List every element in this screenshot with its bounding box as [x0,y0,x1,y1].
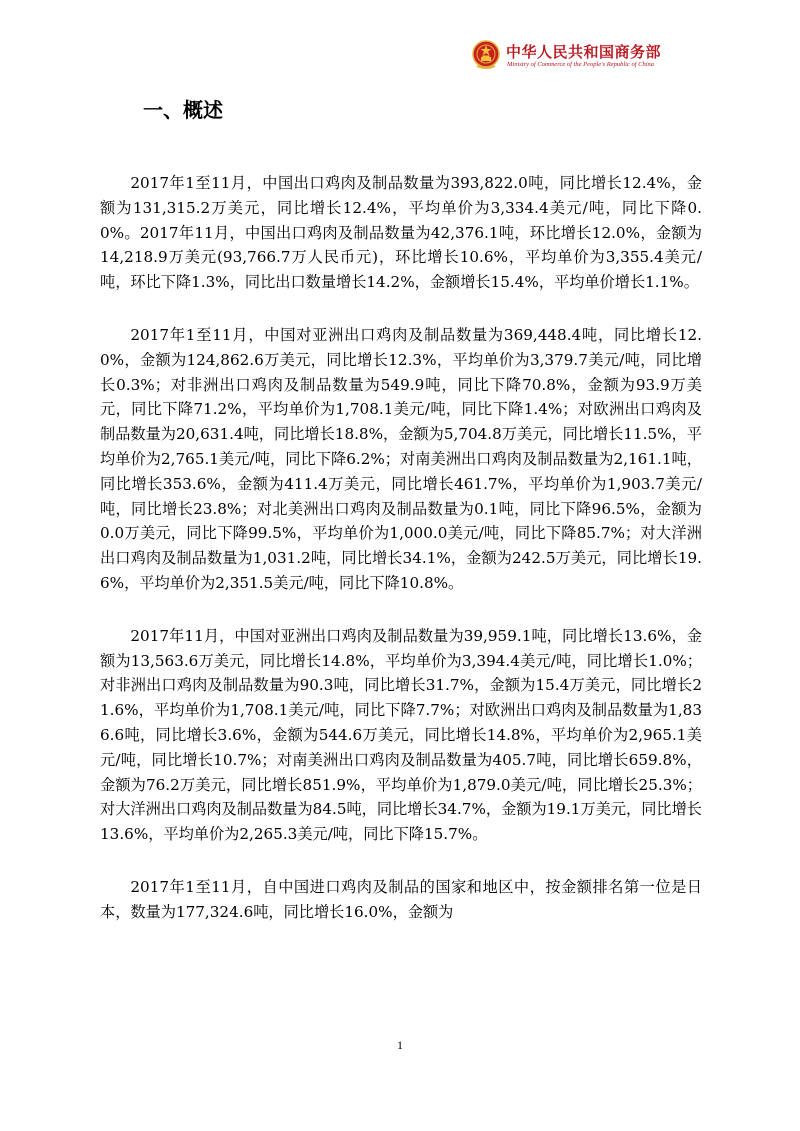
ministry-header [472,38,712,78]
paragraph-regional-ytd: 2017年1至11月，中国对亚洲出口鸡肉及制品数量为369,448.4吨，同比增长12.0%，金额为124,862.6万美元，同比增长12.3%，平均单价为3,379.7美元/吨，同比增长0.3%；对非洲出口鸡肉及制品数量为549.9吨，同比下降70.8%，金额为93.9万美元，同比下降71.2%，平均单价为1,708.1美元/吨，同比下降1.4%；对欧洲出口鸡肉及制品数量为20,631.4吨，同比增长18.8%，金额为5,704.8万美元，同比增长11.5%，平均单价为2,765.1美元/吨，同比下降6.2%；对南美洲出口鸡肉及制品数量为2,161.1吨，同比增长353.6%，金额为411.4万美元，同比增长461.7%，平均单价为1,903.7美元/吨，同比增长23.8%；对北美洲出口鸡肉及制品数量为0.1吨，同比下降96.5%，金额为0.0万美元，同比下降99.5%，平均单价为1,000.0美元/吨，同比下降85.7%；对大洋洲出口鸡肉及制品数量为1,031.2吨，同比增长34.1%，金额为242.5万美元，同比增长19.6%，平均单价为2,351.5美元/吨，同比下降10.8%。 [100,325,702,592]
document-body [100,171,702,953]
paragraph-importing-countries: 2017年1至11月，自中国进口鸡肉及制品的国家和地区中，按金额排名第一位是日本，数量为177,324.6吨，同比增长16.0%，金额为 [100,877,702,921]
national-emblem-icon [472,40,500,70]
page-number: 1 [397,1038,403,1052]
paragraph-regional-november: 2017年11月，中国对亚洲出口鸡肉及制品数量为39,959.1吨，同比增长13.6%，金额为13,563.6万美元，同比增长14.8%，平均单价为3,394.4美元/吨，同比增长1.0%；对非洲出口鸡肉及制品数量为90.3吨，同比增长31.7%，金额为15.4万美元，同比增长21.6%，平均单价为1,708.1美元/吨，同比下降7.7%；对欧洲出口鸡肉及制品数量为1,836.6吨，同比增长3.6%，金额为544.6万美元，同比增长14.8%，平均单价为2,965.1美元/吨，同比增长10.7%；对南美洲出口鸡肉及制品数量为405.7吨，同比增长659.8%，金额为76.2万美元，同比增长851.9%，平均单价为1,879.0美元/吨，同比增长25.3%；对大洋洲出口鸡肉及制品数量为84.5吨，同比增长34.7%，金额为19.1万美元，同比增长13.6%，平均单价为2,265.3美元/吨，同比下降15.7%。 [100,626,702,844]
section-title: 一、概述 [143,98,223,122]
paragraph-overview: 2017年1至11月，中国出口鸡肉及制品数量为393,822.0吨，同比增长12.4%，金额为131,315.2万美元，同比增长12.4%，平均单价为3,334.4美元/吨，同比下降0.0%。2017年11月，中国出口鸡肉及制品数量为42,376.1吨，环比增长12.0%，金额为14,218.9万美元(93,766.7万人民币元)，环比增长10.6%，平均单价为3,355.4美元/吨，环比下降1.3%，同比出口数量增长14.2%，金额增长15.4%，平均单价增长1.1%。 [100,174,702,292]
ministry-name-en: Ministry of Commerce of the People's Republic of China [507,61,655,68]
ministry-name-cn: 中华人民共和国商务部 [506,43,662,61]
